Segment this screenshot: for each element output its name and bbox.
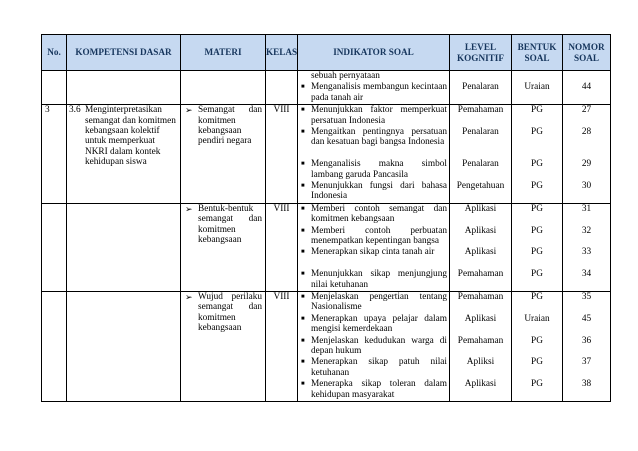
item-line: [512, 357, 562, 379]
item-line: [512, 181, 562, 203]
kelas-value: VIII: [273, 203, 290, 214]
item-line: [298, 159, 449, 181]
header-no: No.: [42, 35, 67, 71]
item-line: [450, 292, 511, 314]
indicator-item: [298, 127, 449, 148]
bentuk-list: [512, 292, 562, 401]
nomor-item: [563, 159, 610, 181]
materi-text: Bentuk-bentuk semangat dan komitmen kebangsaan: [198, 203, 262, 245]
nomor-value: 27: [581, 105, 592, 116]
item-line: [298, 226, 449, 248]
level-item: [450, 204, 511, 226]
item-line: [512, 82, 562, 104]
nomor-item: [563, 127, 610, 159]
square-bullet-icon: ■: [301, 84, 305, 91]
level-item: [450, 269, 511, 291]
indicator-text: Menganalisis membangun kecintaan pada tanah air: [311, 82, 447, 103]
table-row: [42, 105, 611, 204]
nomor-item: [563, 226, 610, 248]
level-item: [450, 159, 511, 181]
indikator-item: [298, 159, 449, 181]
indikator-cell: [298, 105, 450, 204]
empty-cell: [266, 71, 298, 105]
indicator-item: [298, 82, 449, 103]
square-bullet-icon: ■: [301, 293, 305, 300]
nomor-list: [563, 292, 610, 401]
indikator-list: [298, 105, 449, 203]
item-line: [450, 226, 511, 248]
nomor-item: [563, 181, 610, 203]
level-list: [450, 292, 511, 401]
item-line: [563, 336, 610, 358]
bentuk-item: [512, 181, 562, 203]
indicator-item: [298, 292, 449, 313]
kd-code: 3.6: [69, 105, 81, 116]
item-line: [512, 379, 562, 401]
bentuk-item: [512, 204, 562, 226]
arrow-bullet-icon: ➢: [185, 105, 193, 116]
level-value: Aplikasi: [464, 379, 497, 390]
nomor-value: 45: [581, 313, 592, 324]
item-line: [450, 204, 511, 226]
item-line: [298, 269, 449, 291]
kelas-value: VIII: [273, 105, 290, 116]
indicator-text: Menganalisis makna simbol lambang garuda Pancasila: [311, 159, 447, 180]
nomor-item: [563, 336, 610, 358]
bentuk-value: Uraian: [524, 82, 550, 93]
item-line: [450, 105, 511, 127]
nomor-item: [563, 71, 610, 82]
bentuk-cell: [512, 105, 563, 204]
level-value: Apliksi: [466, 357, 495, 368]
kompetensi-dasar-cell: [67, 203, 181, 291]
no-cell: [42, 203, 67, 291]
nomor-value: 33: [581, 247, 592, 258]
nomor-item: [563, 204, 610, 226]
nomor-item: [563, 379, 610, 401]
level-list: [450, 105, 511, 203]
level-cell: [450, 71, 512, 105]
square-bullet-icon: ■: [301, 161, 305, 168]
nomor-value: 29: [581, 159, 592, 170]
bentuk-value: PG: [531, 126, 543, 137]
table-row: [42, 203, 611, 291]
level-value: Aplikasi: [464, 313, 497, 324]
bentuk-value: Uraian: [524, 313, 550, 324]
item-line: [450, 181, 511, 203]
header-bentuk-soal: BENTUK SOAL: [512, 35, 563, 71]
level-item: [450, 226, 511, 248]
kelas-cell: [266, 105, 298, 204]
kompetensi-dasar: [67, 105, 180, 167]
level-value: Penalaran: [462, 82, 499, 93]
header-nomor-soal: NOMOR SOAL: [563, 35, 611, 71]
row-number: 3: [45, 105, 50, 116]
indicator-text: Memberi contoh perbuatan menempatkan kepentingan bangsa: [311, 225, 447, 246]
item-line: [512, 127, 562, 159]
indicator-item: [298, 314, 449, 335]
materi-cell: [181, 291, 266, 401]
item-line: [298, 127, 449, 159]
indicator-item: [298, 204, 449, 225]
bentuk-item: [512, 379, 562, 401]
nomor-value: 32: [581, 225, 592, 236]
item-line: [450, 269, 511, 291]
indicator-item: [298, 269, 449, 290]
item-line: [512, 269, 562, 291]
item-line: [563, 181, 610, 203]
item-line: [563, 226, 610, 248]
indikator-item: [298, 314, 449, 336]
level-list: [450, 204, 511, 291]
kelas-cell: [266, 203, 298, 291]
materi-item: [181, 105, 265, 147]
kompetensi-dasar-cell: [67, 105, 181, 204]
indikator-item: [298, 105, 449, 127]
materi-text: Wujud perilaku semangat dan komitmen kebangsaan: [198, 291, 262, 334]
bentuk-value: PG: [531, 105, 543, 116]
empty-cell: [181, 71, 266, 105]
header-level-kognitif: LEVEL KOGNITIF: [450, 35, 512, 71]
level-value: Pemahaman: [457, 105, 504, 116]
nomor-value: 38: [581, 379, 592, 390]
indicator-item: [298, 226, 449, 247]
item-line: [450, 82, 511, 104]
item-line: [512, 204, 562, 226]
level-cell: [450, 203, 512, 291]
nomor-list: [563, 204, 610, 291]
bentuk-list: [512, 105, 562, 203]
item-line: [450, 159, 511, 181]
bentuk-item: [512, 82, 562, 104]
item-line: [450, 314, 511, 336]
nomor-value: 37: [581, 357, 592, 368]
nomor-list: [563, 105, 610, 203]
item-line: [450, 357, 511, 379]
item-line: [563, 379, 610, 401]
bentuk-value: PG: [531, 335, 543, 346]
nomor-item: [563, 269, 610, 291]
nomor-cell: [563, 105, 611, 204]
bentuk-item: [512, 247, 562, 269]
indicator-text: Menerapkan sikap cinta tanah air: [311, 247, 435, 258]
nomor-cell: [563, 203, 611, 291]
nomor-value: 31: [581, 203, 592, 214]
item-line: [298, 181, 449, 203]
indicator-text: Menjelaskan pengertian tentang Nasionalisme: [311, 291, 447, 313]
bentuk-item: [512, 314, 562, 336]
bentuk-value: PG: [531, 225, 543, 236]
item-line: [450, 336, 511, 358]
bentuk-value: PG: [531, 269, 543, 280]
indicator-item: [298, 71, 449, 81]
level-item: [450, 127, 511, 159]
bentuk-value: PG: [531, 247, 543, 258]
level-value: Pemahaman: [457, 269, 504, 280]
item-line: [563, 357, 610, 379]
table-row-continuation: [42, 71, 611, 105]
indikator-item: [298, 292, 449, 314]
kd-text: Menginterpretasikan semangat dan komitmen kebangsaan kolektif untuk memperkuat NKRI dalam kontek kehidupan siswa: [85, 105, 176, 168]
kelas-cell: [266, 291, 298, 401]
no-cell: [42, 105, 67, 204]
item-line: [298, 357, 449, 379]
indikator-item: [298, 247, 449, 269]
nomor-item: [563, 314, 610, 336]
level-item: [450, 247, 511, 269]
square-bullet-icon: ■: [301, 381, 305, 388]
item-line: [450, 71, 511, 82]
square-bullet-icon: ■: [301, 271, 305, 278]
level-item: [450, 336, 511, 358]
bentuk-list: [512, 71, 562, 104]
bentuk-value: PG: [531, 180, 543, 191]
header-row: [42, 35, 611, 71]
bentuk-item: [512, 292, 562, 314]
bentuk-item: [512, 269, 562, 291]
bentuk-value: PG: [531, 357, 543, 368]
square-bullet-icon: ■: [301, 227, 305, 234]
indicator-text: Menjelaskan kedudukan warga di depan hukum: [311, 335, 447, 356]
item-line: [450, 127, 511, 159]
level-value: Aplikasi: [464, 203, 497, 214]
indikator-item: [298, 269, 449, 291]
level-value: Aplikasi: [464, 247, 497, 258]
indikator-item: [298, 379, 449, 401]
indikator-item: [298, 82, 449, 104]
level-cell: [450, 105, 512, 204]
header-kelas: KELAS: [266, 35, 298, 71]
level-item: [450, 82, 511, 104]
square-bullet-icon: ■: [301, 182, 305, 189]
level-value: Pemahaman: [457, 335, 504, 346]
square-bullet-icon: ■: [301, 128, 305, 135]
square-bullet-icon: [301, 71, 311, 81]
item-line: [563, 71, 610, 82]
level-value: Pengetahuan: [456, 180, 505, 191]
bentuk-item: [512, 336, 562, 358]
indicator-text: Menerapka sikap toleran dalam kehidupan masyarakat: [311, 379, 447, 400]
item-line: [563, 269, 610, 291]
level-value: Aplikasi: [464, 225, 497, 236]
indikator-list: [298, 292, 449, 401]
materi-cell: [181, 203, 266, 291]
item-line: [512, 314, 562, 336]
indicator-item: [298, 181, 449, 202]
table-row: [42, 291, 611, 401]
square-bullet-icon: ■: [301, 205, 305, 212]
indicator-item: [298, 105, 449, 126]
indikator-cell: [298, 203, 450, 291]
level-item: [450, 71, 511, 82]
nomor-item: [563, 105, 610, 127]
indikator-item: [298, 127, 449, 159]
materi-item: [181, 292, 265, 334]
indicator-text: sebuah pernyataan: [311, 71, 380, 81]
nomor-item: [563, 247, 610, 269]
indikator-cell: [298, 291, 450, 401]
nomor-item: [563, 292, 610, 314]
no-cell: [42, 291, 67, 401]
indikator-item: [298, 357, 449, 379]
level-cell: [450, 291, 512, 401]
nomor-value: 28: [581, 126, 592, 137]
nomor-value: 30: [581, 180, 592, 191]
nomor-value: 34: [581, 269, 592, 280]
indicator-item: [298, 357, 449, 378]
bentuk-item: [512, 357, 562, 379]
item-line: [298, 105, 449, 127]
item-line: [563, 105, 610, 127]
kelas-value: VIII: [273, 291, 290, 302]
item-line: [298, 314, 449, 336]
item-line: [298, 247, 449, 269]
materi-cell: [181, 105, 266, 204]
level-value: Pemahaman: [457, 291, 504, 302]
item-line: [298, 379, 449, 401]
item-line: [563, 159, 610, 181]
item-line: [512, 292, 562, 314]
indikator-list: [298, 204, 449, 291]
header-materi: MATERI: [181, 35, 266, 71]
nomor-list: [563, 71, 610, 104]
nomor-value: 36: [581, 335, 592, 346]
item-line: [298, 336, 449, 358]
indikator-item: [298, 226, 449, 248]
indicator-text: Menunjukkan sikap menjungjung nilai ketuhanan: [311, 269, 447, 290]
level-item: [450, 357, 511, 379]
bentuk-value: PG: [531, 203, 543, 214]
indicator-item: [298, 336, 449, 357]
item-line: [563, 82, 610, 104]
indikator-item: [298, 204, 449, 226]
item-line: [512, 336, 562, 358]
arrow-bullet-icon: ➢: [185, 291, 193, 302]
bentuk-cell: [512, 203, 563, 291]
header-kompetensi-dasar: KOMPETENSI DASAR: [67, 35, 181, 71]
level-item: [450, 314, 511, 336]
indicator-item: [298, 379, 449, 400]
item-line: [298, 292, 449, 314]
item-line: [563, 204, 610, 226]
nomor-value: 35: [581, 291, 592, 302]
square-bullet-icon: ■: [301, 337, 305, 344]
indicator-text: Memberi contoh semangat dan komitmen kebangsaan: [311, 203, 447, 225]
level-list: [450, 71, 511, 104]
nomor-item: [563, 357, 610, 379]
indikator-list: [298, 71, 449, 104]
square-bullet-icon: ■: [301, 359, 305, 366]
square-bullet-icon: ■: [301, 107, 305, 114]
nomor-value: 44: [581, 82, 592, 93]
bentuk-item: [512, 71, 562, 82]
empty-cell: [42, 71, 67, 105]
item-line: [512, 247, 562, 269]
bentuk-item: [512, 105, 562, 127]
indicator-text: Menerapkan upaya pelajar dalam mengisi kemerdekaan: [311, 313, 447, 335]
item-line: [298, 82, 449, 104]
item-line: [563, 247, 610, 269]
level-item: [450, 181, 511, 203]
bentuk-item: [512, 127, 562, 159]
kompetensi-dasar-cell: [67, 291, 181, 401]
item-line: [512, 105, 562, 127]
item-line: [512, 71, 562, 82]
level-item: [450, 292, 511, 314]
item-line: [450, 247, 511, 269]
empty-cell: [67, 71, 181, 105]
indikator-item: [298, 336, 449, 358]
level-value: Penalaran: [462, 159, 499, 170]
bentuk-value: PG: [531, 379, 543, 390]
bentuk-item: [512, 159, 562, 181]
nomor-item: [563, 82, 610, 104]
item-line: [563, 127, 610, 159]
square-bullet-icon: ■: [301, 315, 305, 322]
indicator-text: Mengaitkan pentingnya persatuan dan kesatuan bagi bangsa Indonesia: [311, 126, 447, 148]
nomor-cell: [563, 291, 611, 401]
header-indikator-soal: INDIKATOR SOAL: [298, 35, 450, 71]
bentuk-list: [512, 204, 562, 291]
item-line: [563, 292, 610, 314]
bentuk-item: [512, 226, 562, 248]
materi-text: Semangat dan komitmen kebangsaan pendiri negara: [198, 105, 262, 147]
level-item: [450, 105, 511, 127]
indicator-text: Menunjukkan faktor memperkuat persatuan Indonesia: [311, 105, 447, 126]
indicator-item: [298, 247, 449, 257]
square-bullet-icon: ■: [301, 249, 305, 256]
item-line: [298, 71, 449, 82]
item-line: [450, 379, 511, 401]
indikator-item: [298, 71, 449, 82]
indikator-cell: [298, 71, 450, 105]
item-line: [298, 204, 449, 226]
indikator-item: [298, 181, 449, 203]
bentuk-cell: [512, 71, 563, 105]
indicator-item: [298, 159, 449, 180]
item-line: [563, 314, 610, 336]
kisi-kisi-table: [41, 34, 611, 402]
nomor-cell: [563, 71, 611, 105]
indicator-text: Menerapkan sikap patuh nilai ketuhanan: [311, 357, 447, 378]
item-line: [512, 159, 562, 181]
level-value: Penalaran: [462, 126, 499, 137]
materi-item: [181, 204, 265, 246]
arrow-bullet-icon: ➢: [185, 203, 193, 214]
bentuk-value: PG: [531, 291, 543, 302]
item-line: [512, 226, 562, 248]
bentuk-cell: [512, 291, 563, 401]
indicator-text: Menunjukkan fungsi dari bahasa Indonesia: [311, 180, 447, 202]
level-item: [450, 379, 511, 401]
bentuk-value: PG: [531, 159, 543, 170]
